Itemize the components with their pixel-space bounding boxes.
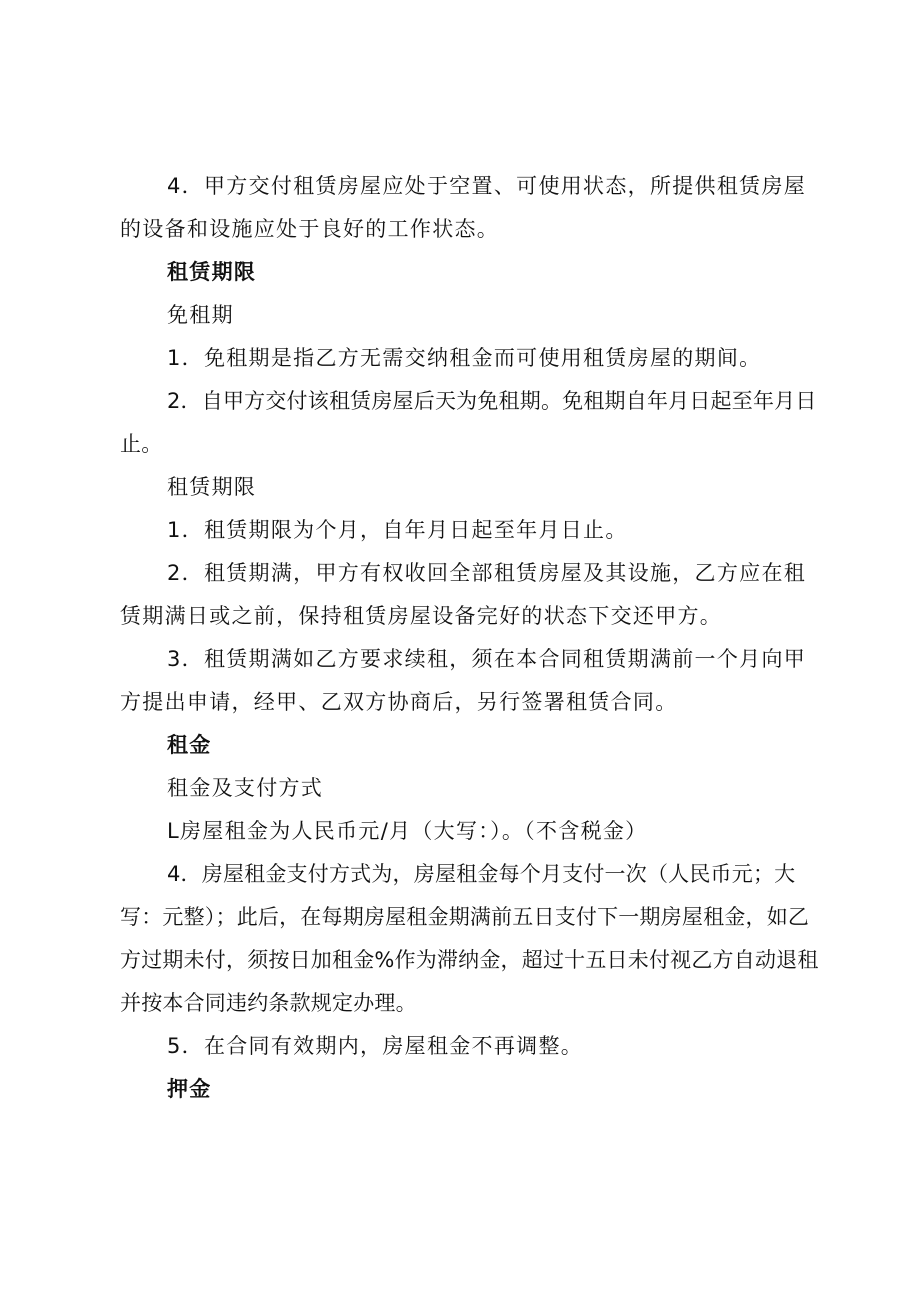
lease-term-subheading: 租赁期限 <box>167 475 257 499</box>
section-deposit-heading: 押金 <box>167 1077 212 1101</box>
lease-term-clause-2: 2．租赁期满，甲方有权收回全部租赁房屋及其设施，乙方应在租赁期满日或之前，保持租赁房屋设备完好的状态下交还甲方。 <box>120 561 807 628</box>
section-rent-heading: 租金 <box>167 733 212 757</box>
rent-payment-subheading: 租金及支付方式 <box>167 776 324 800</box>
rent-clause-4: 4．房屋租金支付方式为，房屋租金每个月支付一次（人民币元；大写：元整）；此后，在每期房屋租金期满前五日支付下一期房屋租金，如乙方过期未付，须按日加租金%作为滞纳金，超过十五日未付视乙方自动退租并按本合同违约条款规定办理。 <box>120 862 819 1015</box>
rent-free-clause-2: 2．自甲方交付该租赁房屋后天为免租期。免租期自年月日起至年月日止。 <box>120 389 817 456</box>
rent-free-subheading: 免租期 <box>167 303 234 327</box>
document-body <box>120 165 820 1111</box>
lease-term-clause-3: 3．租赁期满如乙方要求续租，须在本合同租赁期满前一个月向甲方提出申请，经甲、乙双方协商后，另行签署租赁合同。 <box>120 647 807 714</box>
rent-free-clause-1: 1．免租期是指乙方无需交纳租金而可使用租赁房屋的期间。 <box>167 346 762 370</box>
section-lease-term-heading: 租赁期限 <box>167 260 257 284</box>
lease-term-clause-1: 1．租赁期限为个月，自年月日起至年月日止。 <box>167 518 628 542</box>
rent-clause-5: 5．在合同有效期内，房屋租金不再调整。 <box>167 1034 584 1058</box>
rent-clause-1: L房屋租金为人民币元/月（大写：）。（不含税金） <box>167 819 648 843</box>
delivery-clause-4: 4．甲方交付租赁房屋应处于空置、可使用状态，所提供租赁房屋的设备和设施应处于良好的工作状态。 <box>120 174 807 241</box>
